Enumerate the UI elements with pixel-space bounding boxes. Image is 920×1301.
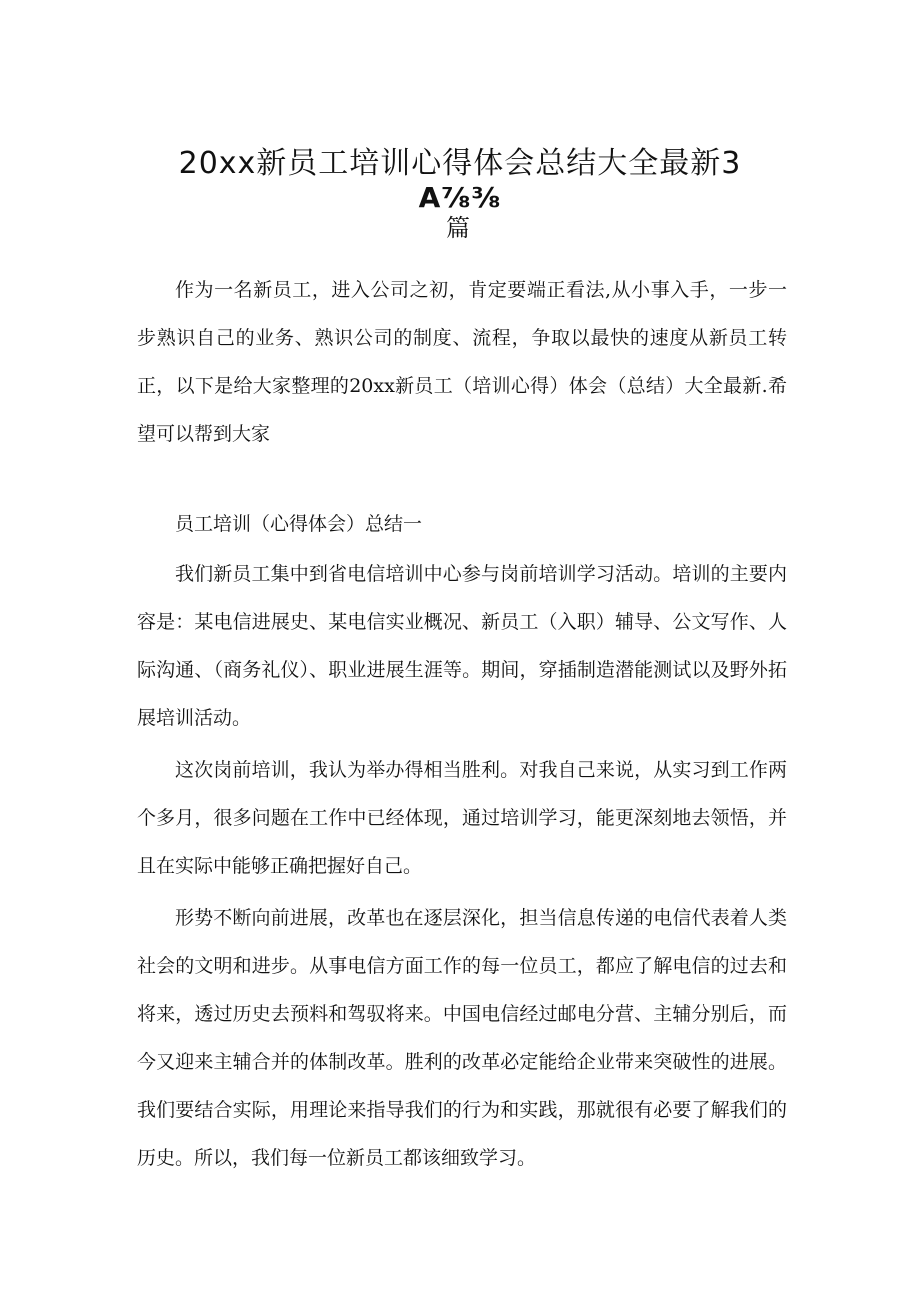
intro-paragraph: 作为一名新员工，进入公司之初，肯定要端正看法,从小事入手，一步一步熟识自己的业务、熟识公司的制度、流程，争取以最快的速度从新员工转正，以下是给大家整理的20xx新员工（培训心得）体会（总结）大全最新.希望可以帮到大家 bbox=[137, 279, 787, 445]
paragraph-3: 形势不断向前进展，改革也在逐层深化，担当信息传递的电信代表着人类社会的文明和进步。从事电信方面工作的每一位员工，都应了解电信的过去和将来，透过历史去预料和驾驭将来。中国电信经过邮电分营、主辅分别后，而今又迎来主辅合并的体制改革。胜利的改革必定能给企业带来突破性的进展。我们要结合实际，用理论来指导我们的行为和实践，那就很有必要了解我们的历史。所以，我们每一位新员工都该细致学习。 bbox=[137, 907, 787, 1169]
document-title-line2 bbox=[0, 180, 920, 242]
title-pian-char: 篇 bbox=[446, 214, 471, 242]
title-garbled-text: A⅞⅜ bbox=[418, 181, 502, 214]
paragraph-2: 这次岗前培训，我认为举办得相当胜利。对我自己来说，从实习到工作两个多月，很多问题在工作中已经体现，通过培训学习，能更深刻地去领悟，并且在实际中能够正确把握好自己。 bbox=[137, 759, 787, 877]
paragraph-1: 我们新员工集中到省电信培训中心参与岗前培训学习活动。培训的主要内容是：某电信进展史、某电信实业概况、新员工（入职）辅导、公文写作、人际沟通、（商务礼仪）、职业进展生涯等。期间，穿插制造潜能测试以及野外拓展培训活动。 bbox=[137, 563, 787, 729]
section-heading: 员工培训（心得体会）总结一 bbox=[175, 513, 423, 535]
document-title-line1 bbox=[0, 138, 920, 182]
document-title: 20xx新员工培训心得体会总结大全最新3 bbox=[178, 146, 742, 181]
